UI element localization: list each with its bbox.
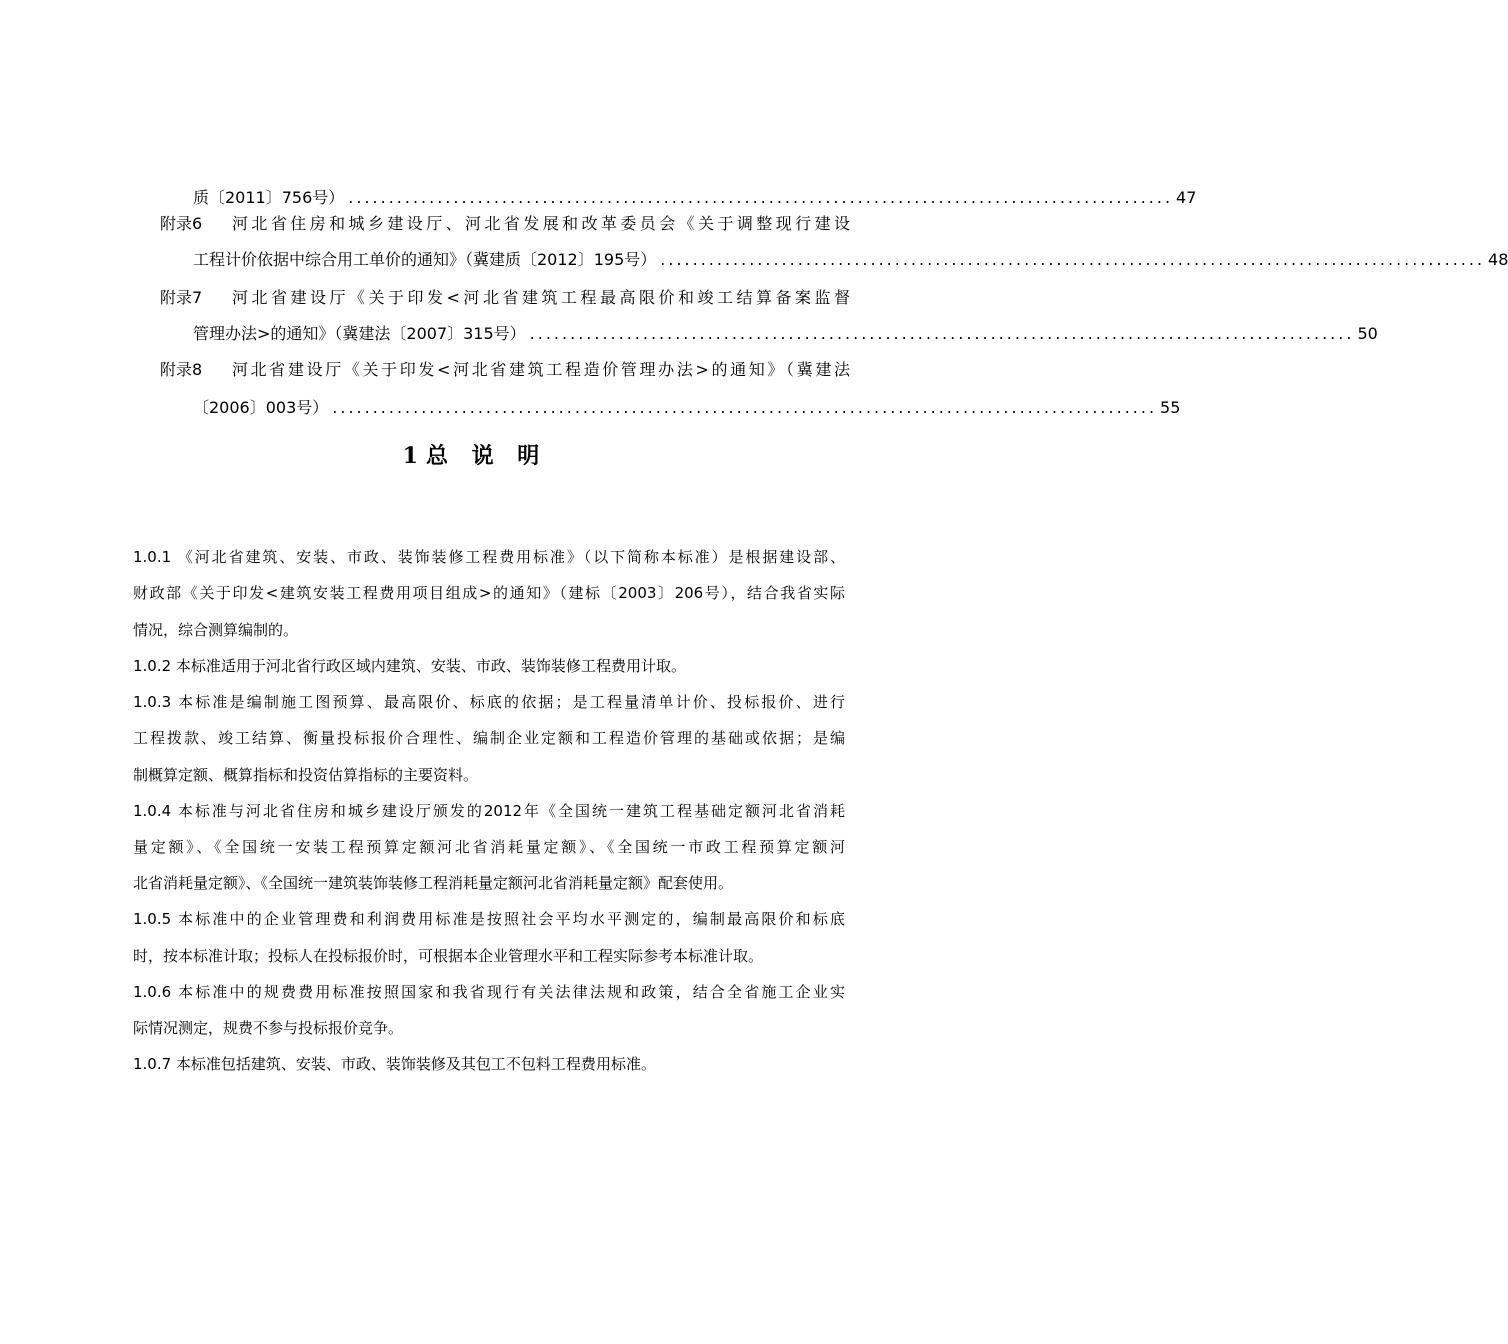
toc-entry-8-continued[interactable]	[193, 396, 1181, 420]
paragraph-line: 量定额》、《全国统一安装工程预算定额河北省消耗量定额》、《全国统一市政工程预算定额河	[133, 838, 845, 856]
paragraph-line: 1.0.5 本标准中的企业管理费和利润费用标准是按照社会平均水平测定的，编制最高限价和标底	[133, 910, 845, 928]
toc-entry-title: 河北省建设厅《关于印发<河北省建筑工程造价管理办法>的通知》（冀建法	[232, 360, 850, 379]
paragraph-line: 情况，综合测算编制的。	[133, 621, 299, 639]
toc-page-number: 48	[1488, 250, 1508, 269]
toc-entry-8[interactable]	[160, 358, 850, 382]
toc-leader-dots: ......................................................................................................	[332, 398, 1158, 417]
toc-entry-6-continued[interactable]	[193, 248, 1508, 272]
toc-entry-label: 附录8	[160, 360, 203, 379]
toc-entry-7[interactable]	[160, 286, 850, 310]
toc-entry-6[interactable]	[160, 212, 850, 236]
toc-leader-dots: ......................................................................................................	[660, 250, 1486, 269]
paragraph-line: 1.0.6 本标准中的规费费用标准按照国家和我省现行有关法律法规和政策，结合全省施工企业实	[133, 983, 845, 1001]
toc-entry-label: 附录7	[160, 288, 203, 307]
paragraph-line: 工程拨款、竣工结算、衡量投标报价合理性、编制企业定额和工程造价管理的基础或依据；是编	[133, 729, 845, 747]
toc-page-number: 47	[1176, 188, 1197, 207]
toc-line-continued[interactable]	[193, 186, 1197, 210]
toc-entry-text: 工程计价依据中综合用工单价的通知》（冀建质〔2012〕195号）	[193, 250, 657, 269]
toc-entry-text: 〔2006〕003号）	[193, 398, 329, 417]
paragraph-line: 财政部《关于印发<建筑安装工程费用项目组成>的通知》（建标〔2003〕206号），结合我省实际	[133, 584, 845, 602]
paragraph-line: 北省消耗量定额》、《全国统一建筑装饰装修工程消耗量定额河北省消耗量定额》配套使用。	[133, 874, 734, 892]
toc-page-number: 55	[1160, 398, 1181, 417]
toc-entry-text: 管理办法>的通知》（冀建法〔2007〕315号）	[193, 324, 526, 343]
paragraph-line: 际情况测定，规费不参与投标报价竞争。	[133, 1019, 404, 1037]
paragraph-line: 1.0.4 本标准与河北省住房和城乡建设厅颁发的2012年《全国统一建筑工程基础定额河北省消耗	[133, 802, 845, 820]
toc-leader-dots: ......................................................................................................	[348, 188, 1174, 207]
toc-leader-dots: ......................................................................................................	[529, 324, 1355, 343]
toc-entry-title: 河北省住房和城乡建设厅、河北省发展和改革委员会《关于调整现行建设	[232, 214, 850, 233]
paragraph-line: 1.0.7 本标准包括建筑、安装、市政、装饰装修及其包工不包料工程费用标准。	[133, 1055, 656, 1073]
paragraph-line: 制概算定额、概算指标和投资估算指标的主要资料。	[133, 766, 479, 784]
paragraph-line: 1.0.3 本标准是编制施工图预算、最高限价、标底的依据；是工程量清单计价、投标报价、进行	[133, 693, 845, 711]
paragraph-line: 1.0.2 本标准适用于河北省行政区域内建筑、安装、市政、装饰装修工程费用计取。	[133, 657, 686, 675]
paragraph-line: 时，按本标准计取；投标人在投标报价时，可根据本企业管理水平和工程实际参考本标准计取。	[133, 947, 764, 965]
toc-entry-title: 河北省建设厅《关于印发<河北省建筑工程最高限价和竣工结算备案监督	[232, 288, 850, 307]
toc-entry-label: 附录6	[160, 214, 203, 233]
toc-entry-7-continued[interactable]	[193, 322, 1378, 346]
toc-page-number: 50	[1357, 324, 1378, 343]
paragraph-line: 1.0.1 《河北省建筑、安装、市政、装饰装修工程费用标准》（以下简称本标准）是根据建设部、	[133, 548, 845, 566]
section-title: 1总 说 明	[402, 443, 548, 469]
toc-entry-text: 质〔2011〕756号）	[193, 188, 345, 207]
